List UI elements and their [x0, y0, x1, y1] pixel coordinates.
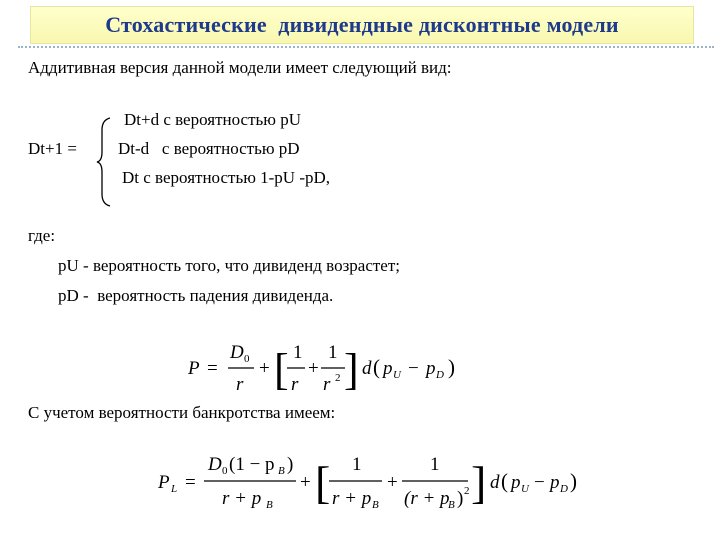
case-up: Dt+d с вероятностью pU	[124, 110, 302, 129]
f2-plus-2: +	[387, 472, 398, 493]
f1-t2-exp: 2	[335, 372, 341, 384]
f2-sub-u: U	[521, 483, 529, 495]
f1-p-d: p	[426, 358, 436, 379]
f2-bracket-open: [	[315, 457, 331, 508]
f1-plus: +	[259, 358, 270, 379]
f1-num: D	[230, 342, 244, 363]
f1-t2-den: r	[323, 374, 331, 395]
f1-sub-d: D	[436, 369, 444, 381]
f2-d: d	[490, 472, 500, 493]
slide-title-bar	[30, 6, 694, 44]
f2-lhs-sub: L	[171, 483, 178, 495]
title-divider	[18, 46, 714, 48]
f2-t2-den-sub: B	[448, 499, 455, 511]
formula-price	[180, 336, 480, 402]
f1-t2-num: 1	[328, 342, 338, 363]
f1-eq: =	[207, 358, 218, 379]
f2-t2-den-close: )	[457, 488, 464, 509]
f2-num-close: )	[287, 454, 294, 475]
f2-num: D	[208, 454, 222, 475]
bankruptcy-text: С учетом вероятности банкротства имеем:	[28, 403, 336, 422]
f1-p-u: p	[383, 358, 393, 379]
f2-t1-num: 1	[352, 454, 362, 475]
case-down: Dt-d с вероятностью pD	[118, 139, 300, 158]
definition-pu: pU - вероятность того, что дивиденд возрастет;	[58, 256, 401, 275]
f1-t1-num: 1	[293, 342, 303, 363]
f1-d: d	[362, 358, 372, 379]
f1-lhs: P	[188, 358, 200, 379]
f1-minus: −	[408, 358, 419, 379]
f2-den: r + p	[222, 488, 262, 509]
f2-t2-num: 1	[430, 454, 440, 475]
f1-num-sub: 0	[244, 353, 250, 365]
intro-text: Аддитивная версия данной модели имеет следующий вид:	[28, 58, 452, 77]
f1-paren-open: (	[373, 355, 380, 379]
f2-t1-den-sub: B	[372, 499, 379, 511]
f2-p-u: p	[511, 472, 521, 493]
f2-paren-open: (	[501, 469, 508, 493]
f1-plus-2: +	[308, 358, 319, 379]
f2-bracket-close: ]	[471, 457, 487, 508]
f2-lhs: P	[158, 472, 170, 493]
f1-bracket-close: ]	[344, 345, 359, 394]
dividend-lhs: Dt+1 =	[28, 139, 77, 158]
f1-den: r	[236, 374, 244, 395]
f2-num-sub-b: B	[278, 465, 285, 477]
f2-plus: +	[300, 472, 311, 493]
f1-paren-close: )	[448, 355, 455, 379]
f2-minus: −	[534, 472, 545, 493]
definition-pd: pD - вероятность падения дивиденда.	[58, 286, 334, 305]
case-same: Dt с вероятностью 1-pU -pD,	[122, 168, 331, 187]
left-brace-icon	[96, 116, 116, 208]
f2-eq: =	[185, 472, 196, 493]
f2-t2-exp: 2	[464, 485, 470, 497]
f2-sub-d: D	[560, 483, 568, 495]
slide-title: Стохастические дивидендные дисконтные модели	[105, 12, 619, 37]
f2-t1-den: r + p	[332, 488, 372, 509]
f1-t1-den: r	[291, 374, 299, 395]
f2-den-sub: B	[266, 499, 273, 511]
f2-p-d: p	[550, 472, 560, 493]
f2-num-sub: 0	[222, 465, 228, 477]
f2-paren-close: )	[570, 469, 577, 493]
f1-sub-u: U	[393, 369, 401, 381]
f2-num-rest: (1 − p	[229, 454, 275, 475]
formula-price-bankruptcy	[152, 448, 582, 520]
f1-bracket-open: [	[274, 345, 289, 394]
where-label: где:	[28, 226, 56, 245]
f2-t2-den: (r + p	[404, 488, 450, 509]
